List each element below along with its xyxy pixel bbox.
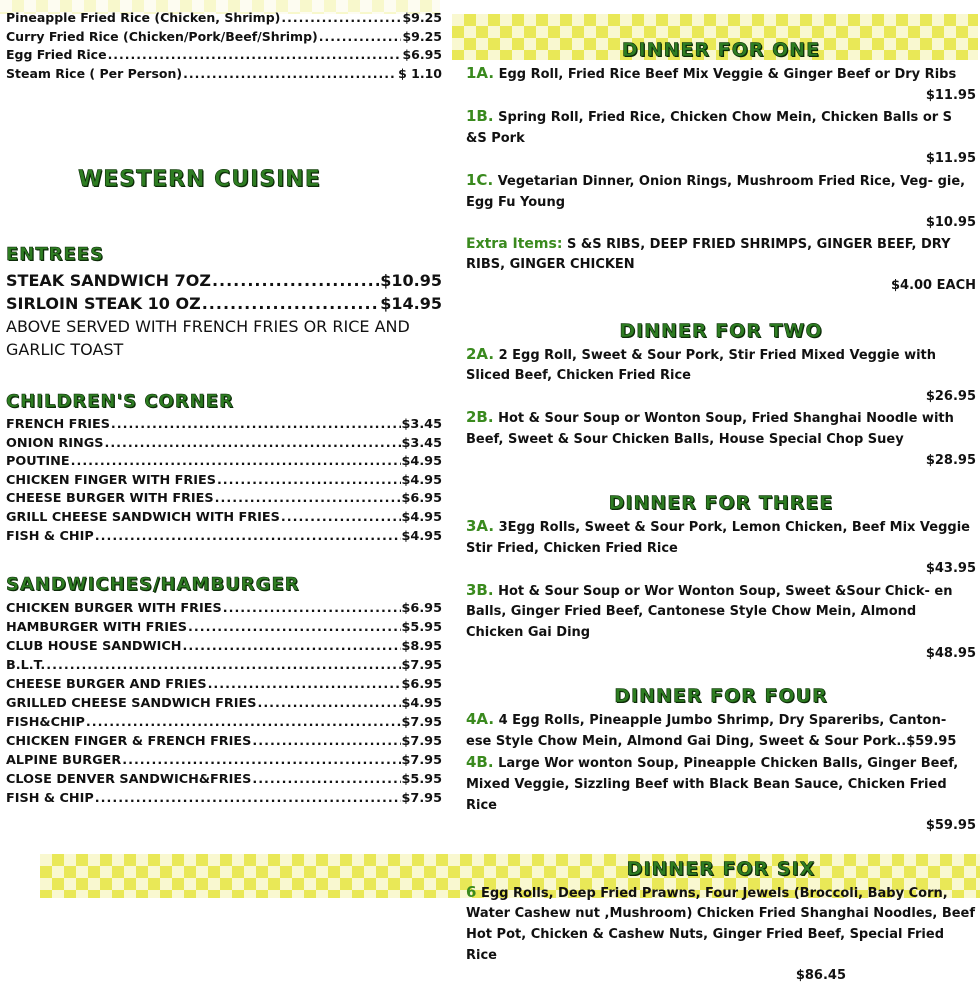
combo: 6 Egg Rolls, Deep Fried Prawns, Four Jewels (Broccoli, Baby Corn, Water Cashew nut ,Mushroom) Chicken Fried Shanghai Noodles, Beef Hot Pot, Chicken & Cashew Nuts, Ginger Fried Beef, Special Fried Rice $86.45 [466,882,976,984]
combo: 1B. Spring Roll, Fried Rice, Chicken Chow Mein, Chicken Balls or S &S Pork $11.95 [466,107,976,167]
menu-item: CHEESE BURGER AND FRIES ..... $6.95 [6,675,442,694]
menu-item: CLUB HOUSE SANDWICH ..... $8.95 [6,637,442,656]
dinner-for-six [466,857,976,987]
menu-item: HAMBURGER WITH FRIES ..... $5.95 [6,618,442,637]
combo: Extra Items: S &S RIBS, DEEP FRIED SHRIMPS, GINGER BEEF, DRY RIBS, GINGER CHICKEN $4.00 EACH [466,235,976,293]
rice-list [6,9,442,83]
menu-item: CLOSE DENVER SANDWICH&FRIES ..... $5.95 [6,770,442,789]
sandwiches-list [6,599,442,808]
menu-item: CHICKEN FINGER & FRENCH FRIES ..... $7.95 [6,732,442,751]
menu-item: ONION RINGS ..... $3.45 [6,435,442,454]
menu-item: GRILL CHEESE SANDWICH WITH FRIES ..... $4.95 [6,509,442,528]
menu-item: STEAK SANDWICH 7OZ ..... $10.95 [6,269,442,292]
menu-item: FISH & CHIP ..... $4.95 [6,528,442,547]
dinner-for-three [466,491,976,664]
menu-item: POUTINE ..... $4.95 [6,453,442,472]
dinner-for-one [466,38,976,297]
entrees-heading: ENTREES [6,244,105,265]
combo: 2B. Hot & Sour Soup or Wonton Soup, Fried Shanghai Noodle with Beef, Sweet & Sour Chicken Balls, House Special Chop Suey $28.95 [466,408,976,468]
western-cuisine-heading: WESTERN CUISINE [78,167,321,192]
menu-item: Curry Fried Rice (Chicken/Pork/Beef/Shrimp) ..... $9.25 [6,28,442,47]
menu-item: CHICKEN BURGER WITH FRIES ..... $6.95 [6,599,442,618]
sandwiches-heading: SANDWICHES/HAMBURGER [6,574,300,596]
menu-item: GRILLED CHEESE SANDWICH FRIES ..... $4.95 [6,694,442,713]
combo: 1A. Egg Roll, Fried Rice Beef Mix Veggie & Ginger Beef or Dry Ribs $11.95 [466,64,976,103]
menu-item: Egg Fried Rice ..... $6.95 [6,46,442,65]
menu-item: ALPINE BURGER ..... $7.95 [6,751,442,770]
childrens-corner-heading: CHILDREN'S CORNER [6,391,234,412]
menu-item: FISH & CHIP ..... $7.95 [6,789,442,808]
combo: 1C. Vegetarian Dinner, Onion Rings, Mushroom Fried Rice, Veg- gie, Egg Fu Young $10.95 [466,170,976,231]
entrees-note: ABOVE SERVED WITH FRENCH FRIES OR RICE AND GARLIC TOAST [6,317,410,359]
menu-item: FISH&CHIP ..... $7.95 [6,713,442,732]
combo: 4A. 4 Egg Rolls, Pineapple Jumbo Shrimp, Dry Spareribs, Canton- ese Style Chow Mein, Almond Gai Ding, Sweet & Sour Pork..$59.95 [466,710,957,749]
menu-item: FRENCH FRIES ..... $3.45 [6,416,442,435]
dinner-heading: DINNER FOR THREE [608,492,834,515]
right-column [466,0,976,987]
childrens-list [6,416,442,546]
combo: 3B. Hot & Sour Soup or Wor Wonton Soup, Sweet &Sour Chick- en Balls, Ginger Fried Beef, Cantonese Style Chow Mein, Almond Chicken Gai Ding $48.95 [466,580,976,661]
left-column [6,0,442,808]
combo: 3A. 3Egg Rolls, Sweet & Sour Pork, Lemon Chicken, Beef Mix Veggie Stir Fried, Chicken Fried Rice $43.95 [466,517,976,577]
dinner-heading: DINNER FOR ONE [621,39,821,61]
menu-item: CHICKEN FINGER WITH FRIES ..... $4.95 [6,472,442,491]
dinner-heading: DINNER FOR TWO [619,319,823,342]
dinner-heading: DINNER FOR SIX [626,857,816,880]
dinner-for-two [466,319,976,472]
dinner-heading: DINNER FOR FOUR [614,685,828,708]
menu-item: SIRLOIN STEAK 10 OZ ..... $14.95 [6,292,442,315]
dinner-for-four [466,684,976,837]
menu-item: Pineapple Fried Rice (Chicken, Shrimp) ..... $9.25 [6,9,442,28]
menu-item: Steam Rice ( Per Person) ..... $ 1.10 [6,65,442,84]
combo: 4B. Large Wor wonton Soup, Pineapple Chicken Balls, Ginger Beef, Mixed Veggie, Sizzling Beef with Black Bean Sauce, Chicken Fried Rice $59.95 [466,753,976,834]
combo: 2A. 2 Egg Roll, Sweet & Sour Pork, Stir Fried Mixed Veggie with Sliced Beef, Chicken Fried Rice $26.95 [466,344,976,404]
menu-item: CHEESE BURGER WITH FRIES ..... $6.95 [6,490,442,509]
menu-item: B.L.T. ..... $7.95 [6,656,442,675]
